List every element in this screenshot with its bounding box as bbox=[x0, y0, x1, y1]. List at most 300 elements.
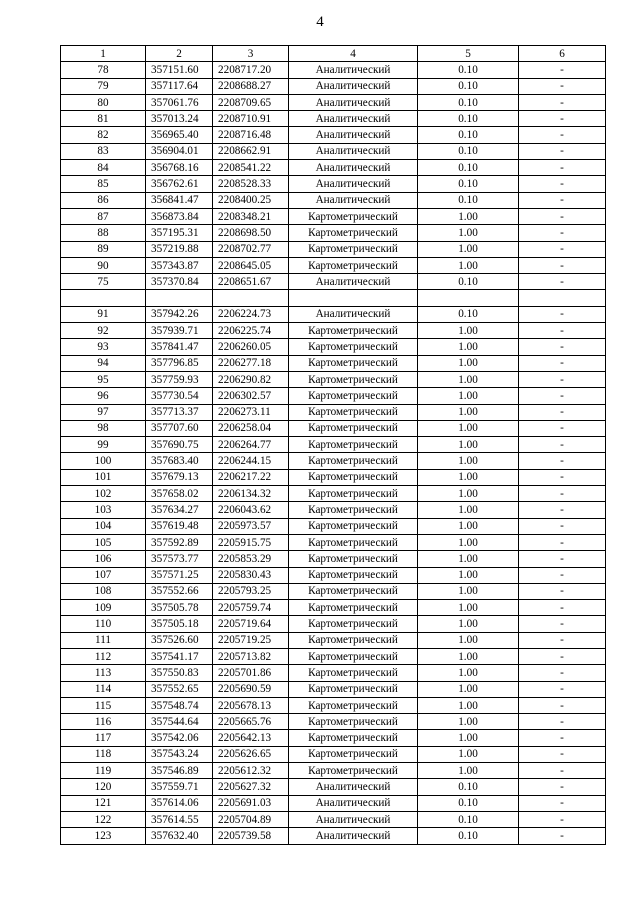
point-number-cell: 79 bbox=[61, 78, 146, 94]
point-number-cell: 108 bbox=[61, 583, 146, 599]
method-cell: Картометрический bbox=[289, 518, 418, 534]
point-number-cell: 87 bbox=[61, 208, 146, 224]
method-cell: Аналитический bbox=[289, 811, 418, 827]
accuracy-cell: 1.00 bbox=[418, 371, 519, 387]
method-cell: Аналитический bbox=[289, 127, 418, 143]
method-cell: Картометрический bbox=[289, 208, 418, 224]
header-col-4: 4 bbox=[289, 46, 418, 62]
x-coordinate-cell: 357550.83 bbox=[146, 665, 213, 681]
note-cell: - bbox=[519, 94, 606, 110]
point-number-cell: 116 bbox=[61, 714, 146, 730]
y-coordinate-cell: 2205759.74 bbox=[213, 600, 289, 616]
x-coordinate-cell: 357683.40 bbox=[146, 453, 213, 469]
point-number-cell bbox=[61, 290, 146, 306]
point-number-cell: 118 bbox=[61, 746, 146, 762]
point-number-cell: 109 bbox=[61, 600, 146, 616]
method-cell: Картометрический bbox=[289, 616, 418, 632]
accuracy-cell: 1.00 bbox=[418, 388, 519, 404]
x-coordinate-cell: 357343.87 bbox=[146, 257, 213, 273]
table-row bbox=[61, 437, 606, 453]
accuracy-cell: 1.00 bbox=[418, 697, 519, 713]
header-col-6: 6 bbox=[519, 46, 606, 62]
point-number-cell: 101 bbox=[61, 469, 146, 485]
accuracy-cell: 1.00 bbox=[418, 339, 519, 355]
accuracy-cell: 1.00 bbox=[418, 600, 519, 616]
note-cell: - bbox=[519, 62, 606, 78]
table-row bbox=[61, 518, 606, 534]
x-coordinate-cell: 357796.85 bbox=[146, 355, 213, 371]
y-coordinate-cell: 2205690.59 bbox=[213, 681, 289, 697]
method-cell: Картометрический bbox=[289, 339, 418, 355]
point-number-cell: 106 bbox=[61, 551, 146, 567]
accuracy-cell: 1.00 bbox=[418, 616, 519, 632]
note-cell: - bbox=[519, 551, 606, 567]
method-cell: Аналитический bbox=[289, 274, 418, 290]
x-coordinate-cell: 356762.61 bbox=[146, 176, 213, 192]
x-coordinate-cell: 357942.26 bbox=[146, 306, 213, 322]
x-coordinate-cell: 357151.60 bbox=[146, 62, 213, 78]
method-cell: Аналитический bbox=[289, 143, 418, 159]
x-coordinate-cell: 357759.93 bbox=[146, 371, 213, 387]
accuracy-cell: 1.00 bbox=[418, 437, 519, 453]
y-coordinate-cell: 2206244.15 bbox=[213, 453, 289, 469]
accuracy-cell: 0.10 bbox=[418, 176, 519, 192]
method-cell: Аналитический bbox=[289, 78, 418, 94]
table-row bbox=[61, 730, 606, 746]
point-number-cell: 98 bbox=[61, 420, 146, 436]
note-cell: - bbox=[519, 192, 606, 208]
header-col-2: 2 bbox=[146, 46, 213, 62]
note-cell: - bbox=[519, 632, 606, 648]
y-coordinate-cell: 2206264.77 bbox=[213, 437, 289, 453]
y-coordinate-cell: 2208400.25 bbox=[213, 192, 289, 208]
table-row bbox=[61, 779, 606, 795]
note-cell: - bbox=[519, 469, 606, 485]
point-number-cell: 105 bbox=[61, 534, 146, 550]
note-cell: - bbox=[519, 746, 606, 762]
point-number-cell: 75 bbox=[61, 274, 146, 290]
accuracy-cell: 1.00 bbox=[418, 714, 519, 730]
header-col-3: 3 bbox=[213, 46, 289, 62]
table-row bbox=[61, 746, 606, 762]
method-cell: Картометрический bbox=[289, 746, 418, 762]
table-row bbox=[61, 616, 606, 632]
x-coordinate-cell: 357658.02 bbox=[146, 486, 213, 502]
accuracy-cell: 1.00 bbox=[418, 355, 519, 371]
table-row bbox=[61, 502, 606, 518]
y-coordinate-cell: 2208348.21 bbox=[213, 208, 289, 224]
x-coordinate-cell: 357632.40 bbox=[146, 828, 213, 844]
note-cell: - bbox=[519, 339, 606, 355]
table-row bbox=[61, 534, 606, 550]
y-coordinate-cell: 2206290.82 bbox=[213, 371, 289, 387]
point-number-cell: 100 bbox=[61, 453, 146, 469]
method-cell: Картометрический bbox=[289, 632, 418, 648]
method-cell: Аналитический bbox=[289, 160, 418, 176]
x-coordinate-cell: 357117.64 bbox=[146, 78, 213, 94]
x-coordinate-cell: 356873.84 bbox=[146, 208, 213, 224]
accuracy-cell: 1.00 bbox=[418, 420, 519, 436]
point-number-cell: 115 bbox=[61, 697, 146, 713]
point-number-cell: 102 bbox=[61, 486, 146, 502]
y-coordinate-cell: 2206043.62 bbox=[213, 502, 289, 518]
x-coordinate-cell: 357195.31 bbox=[146, 225, 213, 241]
accuracy-cell: 0.10 bbox=[418, 274, 519, 290]
method-cell: Аналитический bbox=[289, 306, 418, 322]
method-cell: Картометрический bbox=[289, 257, 418, 273]
method-cell: Картометрический bbox=[289, 404, 418, 420]
method-cell: Аналитический bbox=[289, 779, 418, 795]
note-cell: - bbox=[519, 306, 606, 322]
method-cell: Картометрический bbox=[289, 648, 418, 664]
y-coordinate-cell: 2205612.32 bbox=[213, 763, 289, 779]
note-cell: - bbox=[519, 160, 606, 176]
y-coordinate-cell: 2205713.82 bbox=[213, 648, 289, 664]
accuracy-cell: 1.00 bbox=[418, 502, 519, 518]
method-cell: Аналитический bbox=[289, 62, 418, 78]
y-coordinate-cell: 2208709.65 bbox=[213, 94, 289, 110]
accuracy-cell: 1.00 bbox=[418, 551, 519, 567]
accuracy-cell: 1.00 bbox=[418, 632, 519, 648]
x-coordinate-cell: 357707.60 bbox=[146, 420, 213, 436]
x-coordinate-cell: 357544.64 bbox=[146, 714, 213, 730]
method-cell: Картометрический bbox=[289, 420, 418, 436]
accuracy-cell: 1.00 bbox=[418, 534, 519, 550]
note-cell: - bbox=[519, 828, 606, 844]
method-cell: Картометрический bbox=[289, 355, 418, 371]
point-number-cell: 84 bbox=[61, 160, 146, 176]
note-cell: - bbox=[519, 371, 606, 387]
table-row bbox=[61, 241, 606, 257]
table-row bbox=[61, 388, 606, 404]
note-cell: - bbox=[519, 257, 606, 273]
table-row bbox=[61, 339, 606, 355]
x-coordinate-cell: 357552.65 bbox=[146, 681, 213, 697]
accuracy-cell: 0.10 bbox=[418, 94, 519, 110]
y-coordinate-cell: 2208651.67 bbox=[213, 274, 289, 290]
point-number-cell: 78 bbox=[61, 62, 146, 78]
table-row bbox=[61, 681, 606, 697]
y-coordinate-cell: 2206302.57 bbox=[213, 388, 289, 404]
method-cell: Картометрический bbox=[289, 534, 418, 550]
note-cell: - bbox=[519, 811, 606, 827]
table-row bbox=[61, 632, 606, 648]
note-cell: - bbox=[519, 502, 606, 518]
note-cell: - bbox=[519, 208, 606, 224]
x-coordinate-cell: 357559.71 bbox=[146, 779, 213, 795]
accuracy-cell: 1.00 bbox=[418, 225, 519, 241]
method-cell: Картометрический bbox=[289, 437, 418, 453]
note-cell: - bbox=[519, 714, 606, 730]
x-coordinate-cell: 357690.75 bbox=[146, 437, 213, 453]
note-cell: - bbox=[519, 616, 606, 632]
note-cell: - bbox=[519, 127, 606, 143]
y-coordinate-cell: 2206217.22 bbox=[213, 469, 289, 485]
note-cell: - bbox=[519, 274, 606, 290]
table-row bbox=[61, 420, 606, 436]
note-cell: - bbox=[519, 437, 606, 453]
note-cell: - bbox=[519, 453, 606, 469]
method-cell: Картометрический bbox=[289, 469, 418, 485]
y-coordinate-cell: 2206260.05 bbox=[213, 339, 289, 355]
x-coordinate-cell: 357013.24 bbox=[146, 111, 213, 127]
table-row bbox=[61, 192, 606, 208]
point-number-cell: 117 bbox=[61, 730, 146, 746]
note-cell: - bbox=[519, 388, 606, 404]
table-body bbox=[61, 62, 606, 844]
table-row bbox=[61, 551, 606, 567]
x-coordinate-cell: 357505.18 bbox=[146, 616, 213, 632]
x-coordinate-cell: 357219.88 bbox=[146, 241, 213, 257]
point-number-cell: 107 bbox=[61, 567, 146, 583]
note-cell: - bbox=[519, 681, 606, 697]
accuracy-cell: 1.00 bbox=[418, 323, 519, 339]
table-row bbox=[61, 143, 606, 159]
point-number-cell: 114 bbox=[61, 681, 146, 697]
x-coordinate-cell: 357614.55 bbox=[146, 811, 213, 827]
y-coordinate-cell: 2206225.74 bbox=[213, 323, 289, 339]
x-coordinate-cell: 356841.47 bbox=[146, 192, 213, 208]
y-coordinate-cell: 2205830.43 bbox=[213, 567, 289, 583]
y-coordinate-cell: 2205793.25 bbox=[213, 583, 289, 599]
y-coordinate-cell: 2205704.89 bbox=[213, 811, 289, 827]
accuracy-cell: 0.10 bbox=[418, 828, 519, 844]
table-row bbox=[61, 795, 606, 811]
table-row bbox=[61, 306, 606, 322]
accuracy-cell: 1.00 bbox=[418, 404, 519, 420]
table-row bbox=[61, 371, 606, 387]
accuracy-cell: 0.10 bbox=[418, 811, 519, 827]
table-row bbox=[61, 469, 606, 485]
x-coordinate-cell: 357526.60 bbox=[146, 632, 213, 648]
note-cell: - bbox=[519, 143, 606, 159]
accuracy-cell: 0.10 bbox=[418, 62, 519, 78]
method-cell: Аналитический bbox=[289, 828, 418, 844]
accuracy-cell: 0.10 bbox=[418, 192, 519, 208]
note-cell: - bbox=[519, 176, 606, 192]
accuracy-cell: 0.10 bbox=[418, 795, 519, 811]
point-number-cell: 110 bbox=[61, 616, 146, 632]
table-row bbox=[61, 160, 606, 176]
accuracy-cell: 1.00 bbox=[418, 665, 519, 681]
accuracy-cell: 1.00 bbox=[418, 567, 519, 583]
x-coordinate-cell: 356965.40 bbox=[146, 127, 213, 143]
x-coordinate-cell: 357619.48 bbox=[146, 518, 213, 534]
method-cell: Аналитический bbox=[289, 192, 418, 208]
point-number-cell: 85 bbox=[61, 176, 146, 192]
accuracy-cell: 1.00 bbox=[418, 208, 519, 224]
point-number-cell: 93 bbox=[61, 339, 146, 355]
note-cell: - bbox=[519, 78, 606, 94]
method-cell: Картометрический bbox=[289, 551, 418, 567]
y-coordinate-cell: 2205627.32 bbox=[213, 779, 289, 795]
method-cell: Картометрический bbox=[289, 714, 418, 730]
method-cell: Картометрический bbox=[289, 453, 418, 469]
point-number-cell: 95 bbox=[61, 371, 146, 387]
method-cell: Картометрический bbox=[289, 697, 418, 713]
point-number-cell: 92 bbox=[61, 323, 146, 339]
point-number-cell: 122 bbox=[61, 811, 146, 827]
method-cell: Картометрический bbox=[289, 583, 418, 599]
x-coordinate-cell: 357541.17 bbox=[146, 648, 213, 664]
point-number-cell: 80 bbox=[61, 94, 146, 110]
y-coordinate-cell: 2205719.25 bbox=[213, 632, 289, 648]
note-cell: - bbox=[519, 323, 606, 339]
note-cell: - bbox=[519, 355, 606, 371]
table-row bbox=[61, 78, 606, 94]
table-row bbox=[61, 176, 606, 192]
point-number-cell: 82 bbox=[61, 127, 146, 143]
page-number: 4 bbox=[316, 14, 324, 30]
table-row bbox=[61, 127, 606, 143]
accuracy-cell: 1.00 bbox=[418, 241, 519, 257]
header-col-1: 1 bbox=[61, 46, 146, 62]
point-number-cell: 90 bbox=[61, 257, 146, 273]
table-row bbox=[61, 111, 606, 127]
point-number-cell: 113 bbox=[61, 665, 146, 681]
x-coordinate-cell: 357571.25 bbox=[146, 567, 213, 583]
table-row bbox=[61, 257, 606, 273]
x-coordinate-cell: 357370.84 bbox=[146, 274, 213, 290]
x-coordinate-cell: 356768.16 bbox=[146, 160, 213, 176]
table-row bbox=[61, 665, 606, 681]
method-cell: Картометрический bbox=[289, 763, 418, 779]
method-cell: Аналитический bbox=[289, 94, 418, 110]
y-coordinate-cell bbox=[213, 290, 289, 306]
y-coordinate-cell: 2206134.32 bbox=[213, 486, 289, 502]
method-cell: Картометрический bbox=[289, 241, 418, 257]
y-coordinate-cell: 2208717.20 bbox=[213, 62, 289, 78]
point-number-cell: 112 bbox=[61, 648, 146, 664]
point-number-cell: 120 bbox=[61, 779, 146, 795]
method-cell bbox=[289, 290, 418, 306]
table-row bbox=[61, 323, 606, 339]
table-row bbox=[61, 828, 606, 844]
point-number-cell: 88 bbox=[61, 225, 146, 241]
method-cell: Картометрический bbox=[289, 665, 418, 681]
table-row bbox=[61, 486, 606, 502]
note-cell: - bbox=[519, 600, 606, 616]
x-coordinate-cell: 357548.74 bbox=[146, 697, 213, 713]
note-cell: - bbox=[519, 763, 606, 779]
method-cell: Картометрический bbox=[289, 323, 418, 339]
accuracy-cell: 1.00 bbox=[418, 486, 519, 502]
table-row bbox=[61, 274, 606, 290]
point-number-cell: 104 bbox=[61, 518, 146, 534]
point-number-cell: 94 bbox=[61, 355, 146, 371]
table-row bbox=[61, 811, 606, 827]
point-number-cell: 99 bbox=[61, 437, 146, 453]
point-number-cell: 81 bbox=[61, 111, 146, 127]
note-cell: - bbox=[519, 795, 606, 811]
x-coordinate-cell: 357061.76 bbox=[146, 94, 213, 110]
x-coordinate-cell: 357841.47 bbox=[146, 339, 213, 355]
table-row bbox=[61, 355, 606, 371]
y-coordinate-cell: 2208710.91 bbox=[213, 111, 289, 127]
note-cell: - bbox=[519, 697, 606, 713]
accuracy-cell: 1.00 bbox=[418, 763, 519, 779]
method-cell: Аналитический bbox=[289, 176, 418, 192]
method-cell: Картометрический bbox=[289, 600, 418, 616]
y-coordinate-cell: 2205973.57 bbox=[213, 518, 289, 534]
note-cell bbox=[519, 290, 606, 306]
x-coordinate-cell: 357542.06 bbox=[146, 730, 213, 746]
table-row bbox=[61, 697, 606, 713]
table-row bbox=[61, 62, 606, 78]
accuracy-cell: 1.00 bbox=[418, 648, 519, 664]
point-number-cell: 91 bbox=[61, 306, 146, 322]
note-cell: - bbox=[519, 730, 606, 746]
table-row bbox=[61, 453, 606, 469]
x-coordinate-cell bbox=[146, 290, 213, 306]
header-col-5: 5 bbox=[418, 46, 519, 62]
x-coordinate-cell: 357730.54 bbox=[146, 388, 213, 404]
coordinates-table bbox=[60, 45, 606, 845]
note-cell: - bbox=[519, 111, 606, 127]
x-coordinate-cell: 357546.89 bbox=[146, 763, 213, 779]
note-cell: - bbox=[519, 420, 606, 436]
note-cell: - bbox=[519, 518, 606, 534]
x-coordinate-cell: 357552.66 bbox=[146, 583, 213, 599]
y-coordinate-cell: 2205642.13 bbox=[213, 730, 289, 746]
x-coordinate-cell: 357543.24 bbox=[146, 746, 213, 762]
y-coordinate-cell: 2205853.29 bbox=[213, 551, 289, 567]
point-number-cell: 111 bbox=[61, 632, 146, 648]
table-row bbox=[61, 600, 606, 616]
table-row bbox=[61, 290, 606, 306]
table-row bbox=[61, 714, 606, 730]
y-coordinate-cell: 2208688.27 bbox=[213, 78, 289, 94]
y-coordinate-cell: 2206277.18 bbox=[213, 355, 289, 371]
x-coordinate-cell: 357634.27 bbox=[146, 502, 213, 518]
point-number-cell: 97 bbox=[61, 404, 146, 420]
accuracy-cell: 0.10 bbox=[418, 143, 519, 159]
y-coordinate-cell: 2205626.65 bbox=[213, 746, 289, 762]
point-number-cell: 123 bbox=[61, 828, 146, 844]
table-row bbox=[61, 404, 606, 420]
y-coordinate-cell: 2205665.76 bbox=[213, 714, 289, 730]
method-cell: Картометрический bbox=[289, 567, 418, 583]
x-coordinate-cell: 357614.06 bbox=[146, 795, 213, 811]
y-coordinate-cell: 2208702.77 bbox=[213, 241, 289, 257]
y-coordinate-cell: 2206224.73 bbox=[213, 306, 289, 322]
y-coordinate-cell: 2206258.04 bbox=[213, 420, 289, 436]
y-coordinate-cell: 2208662.91 bbox=[213, 143, 289, 159]
table-row bbox=[61, 567, 606, 583]
method-cell: Аналитический bbox=[289, 111, 418, 127]
method-cell: Картометрический bbox=[289, 730, 418, 746]
note-cell: - bbox=[519, 648, 606, 664]
note-cell: - bbox=[519, 241, 606, 257]
accuracy-cell: 0.10 bbox=[418, 160, 519, 176]
table-row bbox=[61, 648, 606, 664]
table-row bbox=[61, 208, 606, 224]
note-cell: - bbox=[519, 779, 606, 795]
accuracy-cell: 1.00 bbox=[418, 730, 519, 746]
accuracy-cell: 0.10 bbox=[418, 127, 519, 143]
y-coordinate-cell: 2208541.22 bbox=[213, 160, 289, 176]
x-coordinate-cell: 357592.89 bbox=[146, 534, 213, 550]
x-coordinate-cell: 357573.77 bbox=[146, 551, 213, 567]
table-row bbox=[61, 583, 606, 599]
point-number-cell: 89 bbox=[61, 241, 146, 257]
table-row bbox=[61, 94, 606, 110]
method-cell: Аналитический bbox=[289, 795, 418, 811]
note-cell: - bbox=[519, 665, 606, 681]
method-cell: Картометрический bbox=[289, 486, 418, 502]
y-coordinate-cell: 2206273.11 bbox=[213, 404, 289, 420]
y-coordinate-cell: 2205701.86 bbox=[213, 665, 289, 681]
